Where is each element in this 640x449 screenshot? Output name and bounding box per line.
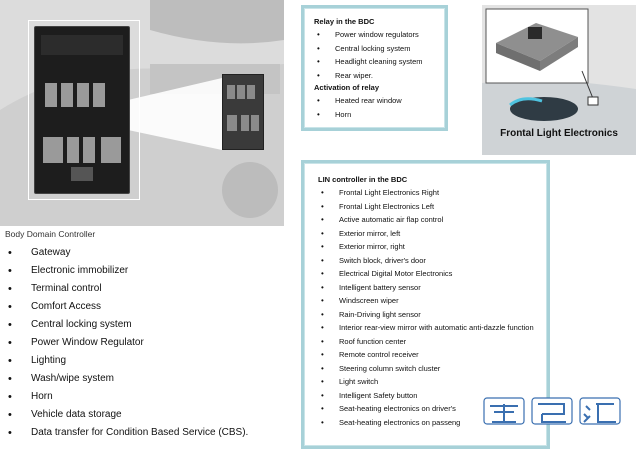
- list-item: • Exterior mirror, left: [318, 227, 546, 241]
- list-item: • Interior rear-view mirror with automatic anti-dazzle function: [318, 321, 546, 335]
- list-item: • Terminal control: [5, 280, 248, 298]
- list-item: • Electrical Digital Motor Electronics: [318, 267, 546, 281]
- list-item: • Comfort Access: [5, 298, 248, 316]
- list-item: • Steering column switch cluster: [318, 362, 546, 376]
- list-item: • Horn: [5, 388, 248, 406]
- bdc-title: Body Domain Controller: [5, 229, 96, 239]
- bdc-installed-image: [222, 74, 264, 150]
- list-item: • Lighting: [5, 352, 248, 370]
- list-item: • Central locking system: [5, 316, 248, 334]
- list-item: • Windscreen wiper: [318, 294, 546, 308]
- list-item: • Remote control receiver: [318, 348, 546, 362]
- list-item: • Switch block, driver's door: [318, 254, 546, 268]
- list-item: • Rain-Driving light sensor: [318, 308, 546, 322]
- relay-list: [314, 28, 444, 82]
- list-item: • Frontal Light Electronics Left: [318, 200, 546, 214]
- bdc-photo: [0, 0, 284, 226]
- list-item: • Gateway: [5, 244, 248, 262]
- list-item: • Central locking system: [314, 42, 444, 56]
- list-item: • Seat-heating electronics on driver's: [318, 402, 546, 416]
- list-item: • Frontal Light Electronics Right: [318, 186, 546, 200]
- list-item: • Light switch: [318, 375, 546, 389]
- list-item: • Heated rear window: [314, 94, 444, 108]
- list-item: • Rear wiper.: [314, 69, 444, 83]
- list-item: • Intelligent battery sensor: [318, 281, 546, 295]
- list-item: • Horn: [314, 108, 444, 122]
- lin-title: LIN controller in the BDC: [318, 175, 408, 184]
- list-item: • Power window regulators: [314, 28, 444, 42]
- fle-photo: [482, 5, 636, 155]
- relay-title: Relay in the BDC: [314, 17, 375, 26]
- list-item: • Roof function center: [318, 335, 546, 349]
- list-item: • Intelligent Safety button: [318, 389, 546, 403]
- list-item: • Active automatic air flap control: [318, 213, 546, 227]
- list-item: • Seat-heating electronics on passeng: [318, 416, 546, 430]
- relay-panel: [301, 5, 448, 131]
- list-item: • Data transfer for Condition Based Service (CBS).: [5, 424, 248, 442]
- activation-list: [314, 94, 444, 121]
- activation-title: Activation of relay: [314, 83, 380, 92]
- watermark-logo: [480, 392, 630, 428]
- list-item: • Power Window Regulator: [5, 334, 248, 352]
- list-item: • Electronic immobilizer: [5, 262, 248, 280]
- list-item: • Headlight cleaning system: [314, 55, 444, 69]
- fle-label: Frontal Light Electronics: [500, 128, 618, 139]
- list-item: • Wash/wipe system: [5, 370, 248, 388]
- bdc-module-image: [34, 26, 130, 194]
- list-item: • Exterior mirror, right: [318, 240, 546, 254]
- list-item: • Vehicle data storage: [5, 406, 248, 424]
- bdc-function-list: [5, 244, 248, 442]
